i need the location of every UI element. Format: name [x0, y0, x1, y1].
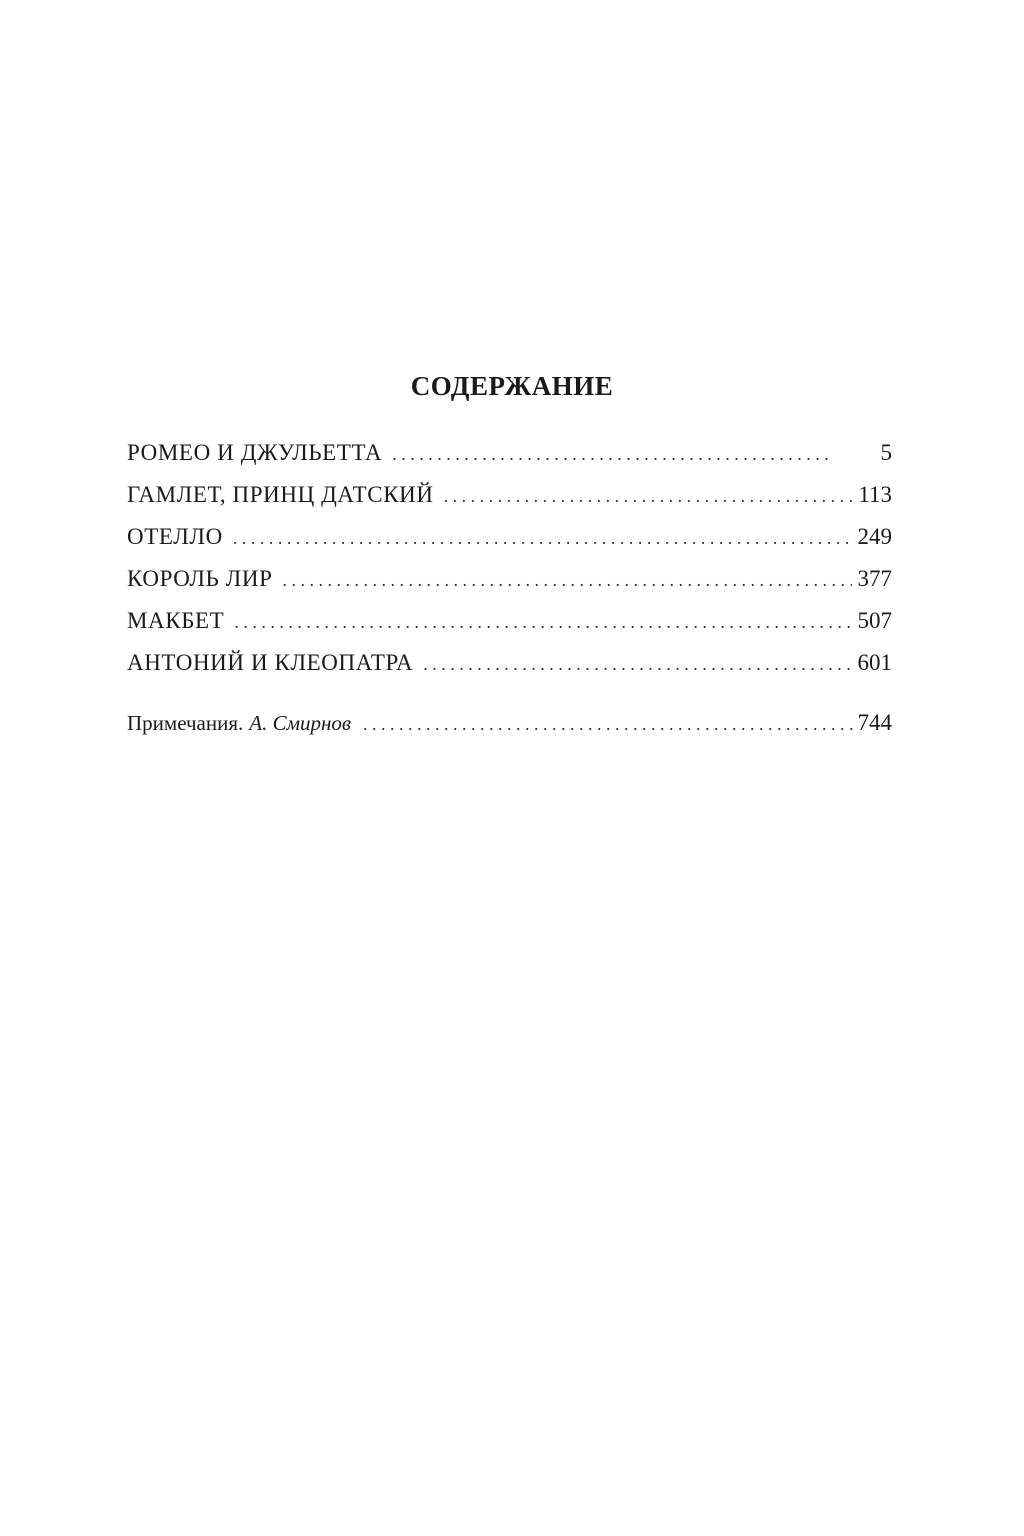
toc-list: [127, 432, 892, 684]
toc-entry: [127, 432, 892, 474]
toc-entry-page: 601: [857, 650, 892, 675]
toc-entry-title: АНТОНИЙ И КЛЕОПАТРА: [127, 650, 414, 675]
dot-leader: [392, 433, 834, 475]
toc-entry: [127, 474, 892, 516]
page-title: СОДЕРЖАНИЕ: [410, 371, 614, 401]
toc-entry-page: 249: [857, 524, 892, 549]
notes-author: А. Смирнов: [249, 711, 352, 735]
dot-leader: [233, 517, 852, 559]
toc-entry: [127, 558, 892, 600]
notes-label: Примечания.: [127, 711, 244, 735]
toc-entry: [127, 516, 892, 558]
notes-page: 744: [857, 710, 892, 735]
toc-entry-page: 5: [880, 440, 892, 465]
toc-notes-entry: [127, 702, 892, 744]
toc-entry-title: ГАМЛЕТ, ПРИНЦ ДАТСКИЙ: [127, 482, 434, 507]
toc-entry-page: 507: [857, 608, 892, 633]
dot-leader: [444, 475, 852, 517]
toc-entry-page: 377: [857, 566, 892, 591]
dot-leader: [423, 643, 852, 685]
toc-entry: [127, 600, 892, 642]
toc-entry-title: МАКБЕТ: [127, 608, 225, 633]
toc-entry-title: РОМЕО И ДЖУЛЬЕТТА: [127, 440, 383, 465]
dot-leader: [282, 559, 852, 601]
toc-entry-page: 113: [858, 482, 892, 507]
dot-leader: [363, 703, 853, 745]
toc-entry: [127, 642, 892, 684]
dot-leader: [234, 601, 852, 643]
toc-entry-title: КОРОЛЬ ЛИР: [127, 566, 273, 591]
toc-entry-title: ОТЕЛЛО: [127, 524, 223, 549]
